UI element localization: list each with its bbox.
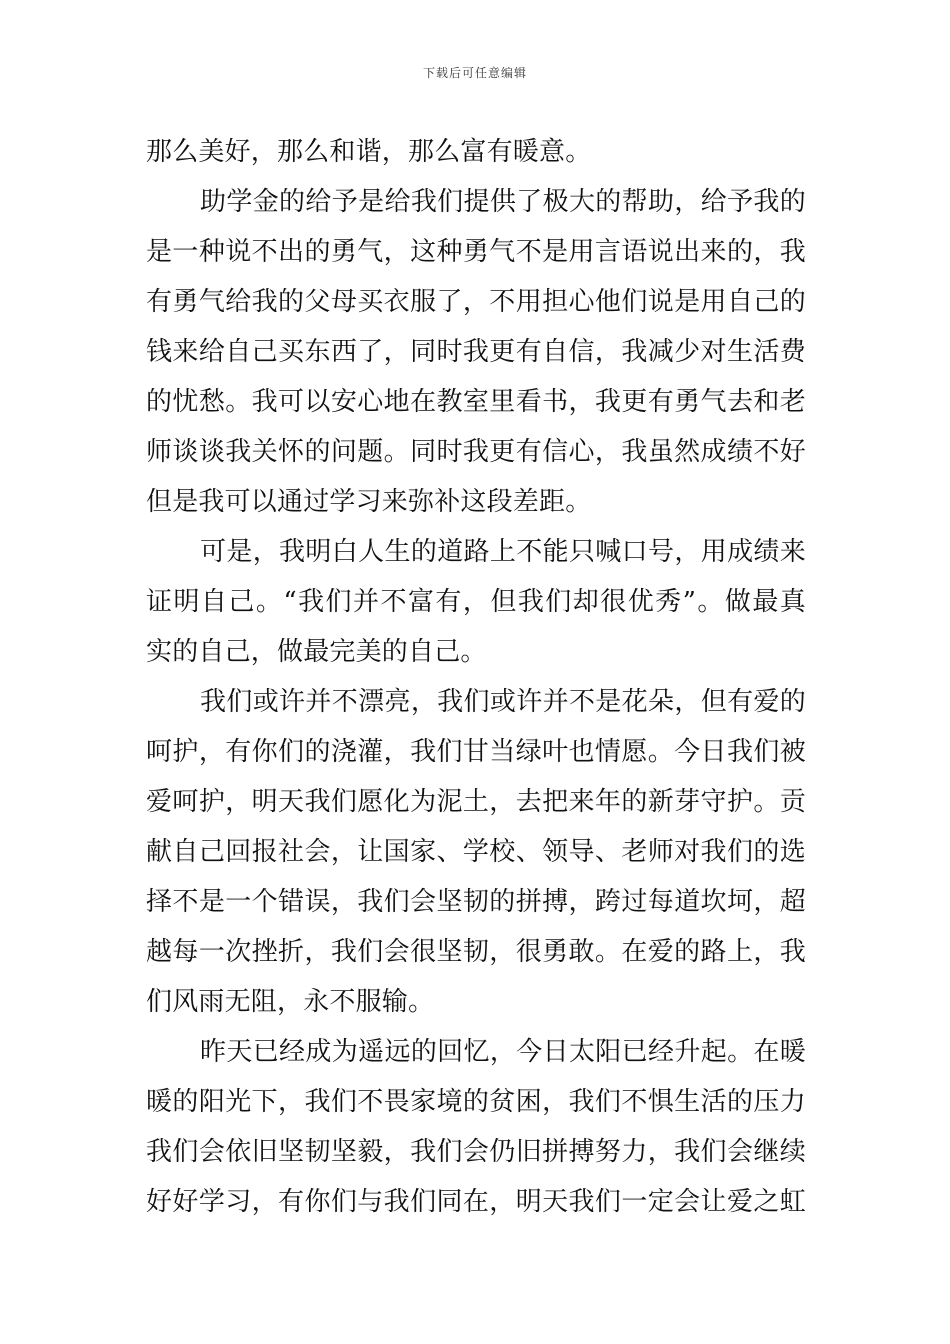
text-line: 昨天已经成为遥远的回忆，今日太阳已经升起。在暖 — [200, 1037, 806, 1067]
text-line: 师谈谈我关怀的问题。同时我更有信心，我虽然成绩不好 — [146, 437, 806, 467]
text-line: 越每一次挫折，我们会很坚韧，很勇敢。在爱的路上，我 — [146, 937, 806, 967]
text-line: 好好学习，有你们与我们同在，明天我们一定会让爱之虹 — [146, 1187, 806, 1217]
text-line: 我们会依旧坚韧坚毅，我们会仍旧拼搏努力，我们会继续 — [146, 1137, 806, 1167]
text-line: 呵护，有你们的浇灌，我们甘当绿叶也情愿。今日我们被 — [146, 737, 806, 767]
text-line: 是一种说不出的勇气，这种勇气不是用言语说出来的，我 — [146, 237, 806, 267]
text-line: 但是我可以通过学习来弥补这段差距。 — [146, 487, 592, 517]
text-line: 暖的阳光下，我们不畏家境的贫困，我们不惧生活的压力 — [146, 1087, 806, 1117]
text-line: 的忧愁。我可以安心地在教室里看书，我更有勇气去和老 — [146, 387, 806, 417]
text-line: 证明自己。“我们并不富有，但我们却很优秀”。做最真 — [146, 587, 806, 617]
text-line: 我们或许并不漂亮，我们或许并不是花朵，但有爱的 — [200, 687, 806, 717]
text-line: 助学金的给予是给我们提供了极大的帮助，给予我的 — [200, 187, 806, 217]
text-line: 献自己回报社会，让国家、学校、领导、老师对我们的选 — [146, 837, 806, 867]
text-line: 择不是一个错误，我们会坚韧的拼搏，跨过每道坎坷，超 — [146, 887, 806, 917]
text-line: 有勇气给我的父母买衣服了，不用担心他们说是用自己的 — [146, 287, 806, 317]
text-line: 钱来给自己买东西了，同时我更有自信，我减少对生活费 — [146, 337, 806, 367]
text-line: 实的自己，做最完美的自己。 — [146, 637, 487, 667]
text-line: 那么美好，那么和谐，那么富有暖意。 — [146, 137, 592, 167]
text-line: 可是，我明白人生的道路上不能只喊口号，用成绩来 — [200, 537, 806, 567]
text-line: 爱呵护，明天我们愿化为泥土，去把来年的新芽守护。贡 — [146, 787, 806, 817]
text-line: 们风雨无阻，永不服输。 — [146, 987, 435, 1017]
page-header: 下载后可任意编辑 — [422, 66, 527, 80]
body-text — [146, 127, 806, 1227]
